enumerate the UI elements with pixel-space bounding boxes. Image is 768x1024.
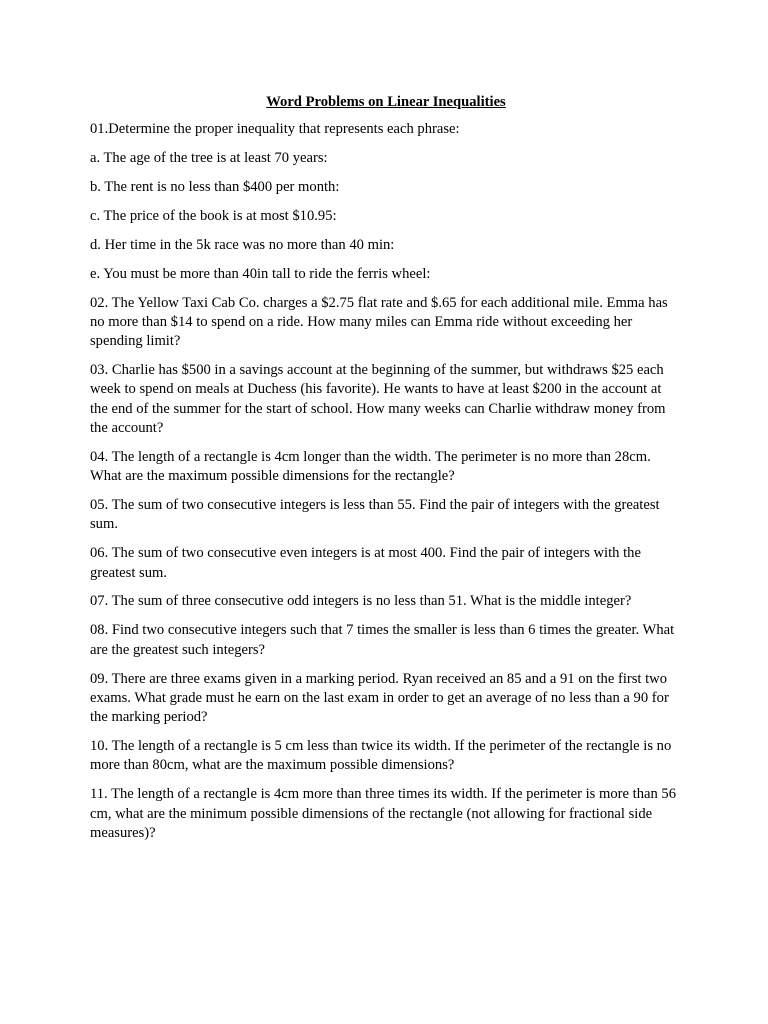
document-page — [90, 93, 682, 853]
paragraph-item-e: e. You must be more than 40in tall to ride the ferris wheel: — [90, 265, 431, 282]
problem-07: 07. The sum of three consecutive odd integers is no less than 51. What is the middle integer? — [90, 593, 632, 610]
problem-02: 02. The Yellow Taxi Cab Co. charges a $2.75 flat rate and $.65 for each additional mile. Emma has no more than $14 to spend on a ride. How many miles can Emma ride without exceeding her spending limit? — [90, 294, 668, 350]
paragraph-intro: 01.Determine the proper inequality that represents each phrase: — [90, 121, 460, 138]
document-title: Word Problems on Linear Inequalities — [266, 94, 506, 110]
problem-04: 04. The length of a rectangle is 4cm longer than the width. The perimeter is no more than 28cm. What are the maximum possible dimensions for the rectangle? — [90, 448, 651, 485]
problem-06: 06. The sum of two consecutive even integers is at most 400. Find the pair of integers with the greatest sum. — [90, 545, 641, 581]
paragraph-item-c: c. The price of the book is at most $10.95: — [90, 207, 337, 224]
problem-11: 11. The length of a rectangle is 4cm more than three times its width. If the perimeter is more than 56 cm, what are the minimum possible dimensions of the rectangle (not allowing for fractional side measures)? — [90, 786, 677, 841]
problem-08: 08. Find two consecutive integers such that 7 times the smaller is less than 6 times the greater. What are the greatest such integers? — [90, 622, 675, 658]
paragraph-item-b: b. The rent is no less than $400 per month: — [90, 179, 340, 196]
paragraph-item-a: a. The age of the tree is at least 70 years: — [90, 150, 328, 167]
paragraph-item-d: d. Her time in the 5k race was no more than 40 min: — [90, 236, 395, 253]
problem-09: 09. There are three exams given in a marking period. Ryan received an 85 and a 91 on the first two exams. What grade must he earn on the last exam in order to get an average of no less than a 90 for the marking period? — [90, 670, 669, 726]
problem-03: 03. Charlie has $500 in a savings account at the beginning of the summer, but withdraws $25 each week to spend on meals at Duchess (his favorite). He wants to have at least $200 in the account at the end of the summer for the start of school. How many weeks can Charlie withdraw money from the account? — [90, 362, 666, 437]
problem-10: 10. The length of a rectangle is 5 cm less than twice its width. If the perimeter of the rectangle is no more than 80cm, what are the maximum possible dimensions? — [90, 738, 672, 774]
problem-05: 05. The sum of two consecutive integers is less than 55. Find the pair of integers with the greatest sum. — [90, 497, 660, 533]
